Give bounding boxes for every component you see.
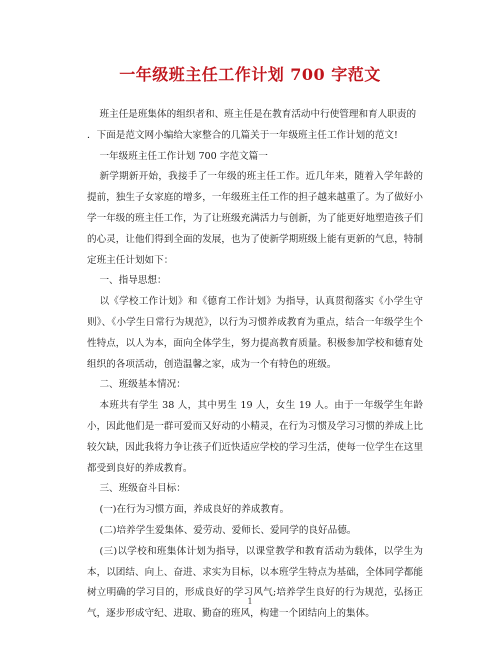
goal-item: (二)培养学生爱集体、爱劳动、爱师长、爱同学的良好品德。 (99, 524, 357, 536)
page-number: 1 (247, 597, 253, 606)
document-body (87, 105, 423, 625)
intro-paragraph-continued: ．下面是范文网小编给大家整合的几篇关于一年级班主任工作计划的范文! (87, 129, 398, 141)
section-heading: 二、班级基本情况： (99, 379, 186, 391)
goal-item: (三)以学校和班集体计划为指导，以课堂教学和教育活动为载体，以学生为本，以团结、向上、奋进、求实为目标，以本班学生特点为基础，全体同学都能树立明确的学习目的，形成良好的学习风气;培养学生良好的行为规范，弘扬正气，逐步形成守纪、进取、勤奋的班风，构建一个团结向上的集体。 (87, 545, 423, 620)
intro-paragraph: 班主任是班集体的组织者和、班主任是在教育活动中行使管理和育人职责的 (99, 109, 417, 120)
body-paragraph: 本班共有学生 38 人，其中男生 19 人，女生 19 人。由于一年级学生年龄小，因此他们是一群可爱而又好动的小精灵，在行为习惯及学习习惯的养成上比较欠缺，因此我将力争让孩子们近快适应学校的学习生活，使每一位学生在这里都受到良好的养成教育。 (87, 400, 423, 474)
section-heading: 一、指导思想： (99, 275, 167, 287)
goal-item: (一)在行为习惯方面，养成良好的养成教育。 (99, 504, 290, 516)
body-paragraph: 新学期新开始，我接手了一年级的班主任工作。近几年来，随着入学年龄的提前，独生子女家庭的增多，一年级班主任工作的担子越来越重了。为了做好小学一年级的班主任工作，为了让班级充满活力与创新，为了能更好地塑造孩子们的心灵，让他们得到全面的发展，也为了使新学期班级上能有更新的气息，特制定班主任计划如下： (87, 171, 423, 266)
section-heading: 一年级班主任工作计划 700 字范文篇一 (99, 150, 268, 162)
section-heading: 三、班级奋斗目标： (99, 483, 186, 495)
body-paragraph: 以《学校工作计划》和《德育工作计划》为指导，认真贯彻落实《小学生守则》、《小学生日常行为规范》，以行为习惯养成教育为重点，结合一年级学生个性特点，以人为本，面向全体学生，努力提高教育质量。积极参加学校和德育处组织的各项活动，创造温馨之家，成为一个有特色的班级。 (87, 296, 423, 370)
document-title: 一年级班主任工作计划 700 字范文 (119, 65, 381, 84)
